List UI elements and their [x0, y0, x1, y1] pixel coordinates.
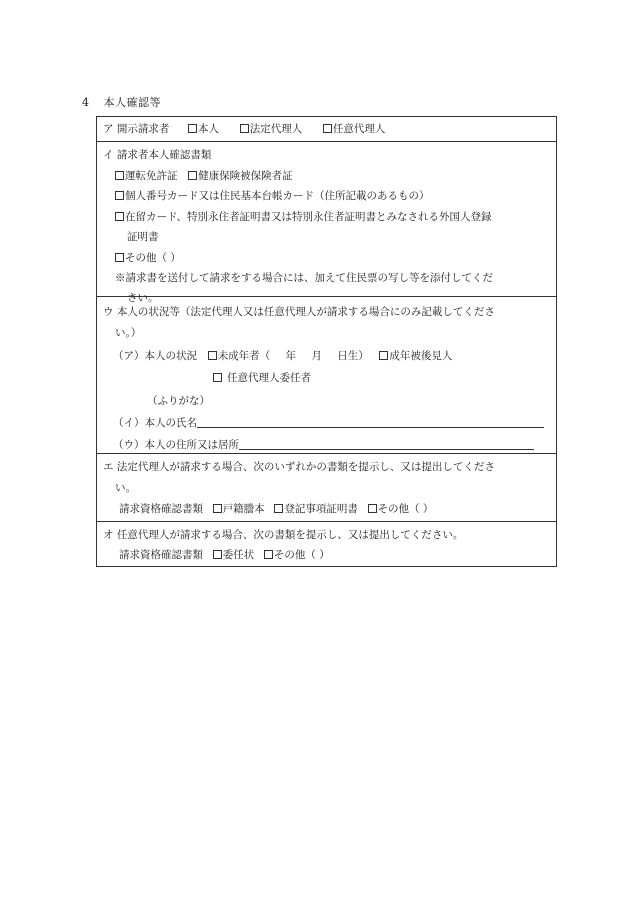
checkbox-self[interactable]	[188, 124, 197, 133]
address-field[interactable]	[239, 438, 534, 450]
checkbox-my-number-card[interactable]	[115, 191, 124, 200]
option-legal-agent-label: 法定代理人	[249, 123, 303, 135]
registry-certificate-label: 登記事項証明書	[284, 503, 358, 515]
residence-card-label: 在留カード、特別永住者証明書又は特別永住者証明書とみなされる外国人登録	[125, 211, 492, 223]
requester-label: ア 開示請求者	[103, 123, 170, 135]
legal-other-label: その他（ ）	[377, 503, 434, 515]
minor-label: 未成年者（	[217, 350, 271, 362]
furigana-label: （ふりがな）	[147, 395, 210, 407]
family-register-label: 戸籍謄本	[222, 503, 265, 515]
id-other-label: その他（ ）	[125, 252, 181, 264]
legal-agent-docs-label-cont: い。	[115, 482, 136, 494]
birth-label: 日生）	[337, 350, 369, 362]
option-voluntary-agent-label: 任意代理人	[332, 123, 386, 135]
address-label: （ウ）本人の住所又は居所	[113, 439, 239, 451]
principal-status-label-cont: い。）	[115, 327, 142, 339]
residence-card-label-cont: 証明書	[127, 231, 159, 243]
checkbox-residence-card[interactable]	[115, 212, 124, 221]
power-of-attorney-label: 委任状	[222, 549, 255, 561]
drivers-license-label: 運転免許証	[125, 170, 178, 182]
identity-verification-table	[96, 116, 557, 567]
checkbox-power-of-attorney[interactable]	[213, 550, 222, 559]
voluntary-agent-docs-label: オ 任意代理人が請求する場合、次の書類を提示し、又は提出してください。	[103, 529, 464, 541]
voluntary-docs-label: 請求資格確認書類	[119, 549, 203, 561]
legal-agent-docs-label: エ 法定代理人が請求する場合、次のいずれかの書類を提示し、又は提出してくださ	[103, 461, 495, 473]
checkbox-legal-agent[interactable]	[240, 124, 249, 133]
checkbox-minor[interactable]	[208, 351, 217, 360]
checkbox-proxy-principal[interactable]	[213, 373, 222, 382]
section-heading	[82, 94, 161, 110]
mail-note: ※請求書を送付して請求をする場合には、加えて住民票の写し等を添付してくだ	[115, 272, 493, 284]
checkbox-adult-ward[interactable]	[379, 351, 388, 360]
name-label: （イ）本人の氏名	[113, 417, 197, 429]
month-label: 月	[311, 350, 322, 362]
section-number: 4	[82, 96, 90, 109]
option-self-label: 本人	[198, 123, 220, 135]
name-field[interactable]	[197, 416, 544, 428]
my-number-card-label: 個人番号カード又は住民基本台帳カード（住所記載のあるもの）	[125, 190, 430, 202]
checkbox-voluntary-other[interactable]	[264, 550, 273, 559]
checkbox-registry-certificate[interactable]	[274, 504, 283, 513]
mail-note-cont: さい。	[127, 292, 159, 304]
principal-status-row	[97, 297, 556, 454]
voluntary-other-label: その他（ ）	[273, 549, 330, 561]
id-documents-row	[97, 142, 556, 304]
adult-ward-label: 成年被後見人	[389, 350, 453, 362]
requester-row	[97, 117, 556, 142]
checkbox-legal-other[interactable]	[368, 504, 377, 513]
voluntary-agent-docs-row	[97, 522, 556, 566]
health-insurance-label: 健康保険被保険者証	[198, 170, 293, 182]
checkbox-voluntary-agent[interactable]	[323, 124, 332, 133]
proxy-principal-label: 任意代理人委任者	[227, 372, 311, 384]
section-title: 本人確認等	[103, 96, 161, 109]
year-label: 年	[285, 350, 297, 362]
legal-agent-docs-row	[97, 454, 556, 522]
id-documents-label: イ 請求者本人確認書類	[103, 149, 212, 161]
status-label: （ア）本人の状況	[113, 350, 197, 362]
checkbox-drivers-license[interactable]	[115, 171, 124, 180]
principal-status-label: ウ 本人の状況等（法定代理人又は任意代理人が請求する場合にのみ記載してくださ	[103, 306, 495, 318]
checkbox-family-register[interactable]	[213, 504, 222, 513]
checkbox-id-other[interactable]	[115, 253, 124, 262]
legal-docs-label: 請求資格確認書類	[119, 503, 203, 515]
checkbox-health-insurance[interactable]	[188, 171, 197, 180]
